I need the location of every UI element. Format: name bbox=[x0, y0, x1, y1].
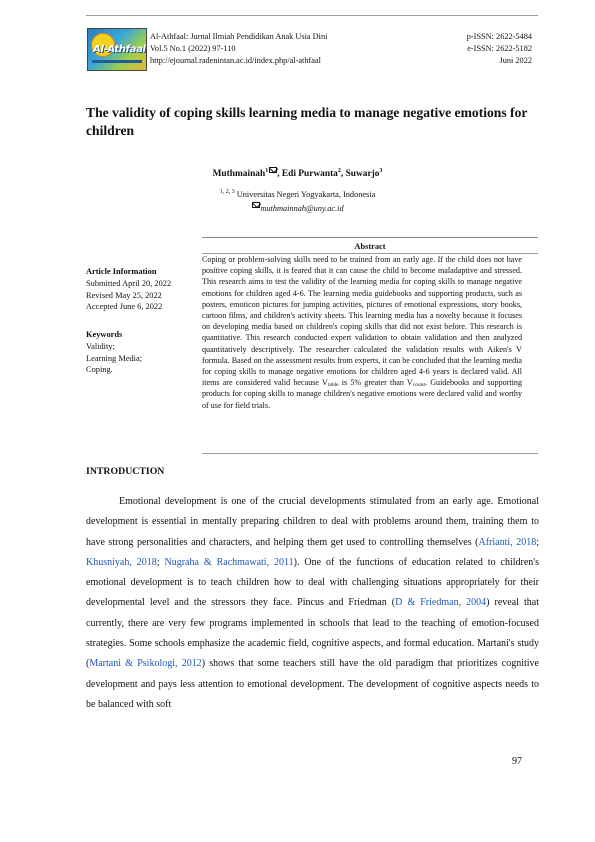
introduction-paragraph bbox=[86, 492, 539, 715]
citation-link[interactable]: D & Friedman, 2004 bbox=[395, 597, 487, 609]
abstract-part-1: Coping or problem-solving skills need to be trained from an early age. If the child does not have positive coping skills, it is feared that it can cause the child to become maladaptive and stressed. This research aims to test the validity of the learning media for coping skills to manage negative emotions for children aged 4-6. The learning media guidebooks and supporting products, such as posters, emoticon pictures for jumping activities, pictures of emotional expressions, story books, cartoon films, and children's activity sheets. This learning media has a novelty because it focuses on developing media based on children's coping skills that did not exist before. This research is quantitative. This research conducted expert validation to obtain validation and then analyzed quantitatively descriptively. The researcher calculated the validation results with Aiken's V formula. Based on the assessment results from experts, it can be concluded that the learning media for coping skills to manage negative emotions for children aged 4-6 years is declared valid. All items are considered valid because V bbox=[202, 255, 522, 388]
article-information bbox=[86, 266, 171, 313]
body-part-2: ). One of the functions of education related to children's emotional development is to teach children how to deal with challenging situations appropriately for their developmental level and the stressors they face. Pincus and Friedman ( bbox=[86, 556, 539, 609]
issue-date: Juni 2022 bbox=[499, 56, 532, 65]
corresponding-email bbox=[0, 202, 595, 213]
page-number: 97 bbox=[512, 756, 522, 767]
abstract-part-2: is 5% greater than V bbox=[338, 378, 413, 388]
affiliation-sup: 1, 2, 3 bbox=[219, 189, 235, 195]
envelope-icon bbox=[269, 167, 277, 173]
author-2-sup: 2 bbox=[337, 168, 341, 174]
author-1: Muthmainah bbox=[212, 169, 266, 179]
journal-logo bbox=[87, 28, 147, 71]
body-part-4: ) shows that some teachers still have the old paradigm that prioritizes cognitive development and pays less attention to emotional development. The development of cognitive aspects needs to be balanced with soft bbox=[86, 658, 539, 710]
author-list bbox=[0, 167, 595, 179]
paper-title: The validity of coping skills learning media to manage negative emotions for children bbox=[86, 105, 528, 138]
keyword-1: Validity; bbox=[86, 341, 115, 351]
abstract-sub-count: count bbox=[412, 382, 425, 389]
article-info-heading: Article Information bbox=[86, 267, 157, 276]
email-link[interactable]: muthmainnah@uny.ac.id bbox=[260, 204, 344, 213]
citation-separator: ; bbox=[156, 556, 165, 568]
submitted-date: Submitted April 20, 2022 bbox=[86, 278, 172, 288]
section-heading-introduction: INTRODUCTION bbox=[86, 466, 165, 477]
abstract-bottom-rule bbox=[202, 453, 538, 454]
citation-separator: ; bbox=[536, 536, 540, 548]
citation-link[interactable]: Martani & Psikologi, 2012 bbox=[89, 658, 202, 670]
issn-info bbox=[467, 31, 532, 67]
keyword-3: Coping. bbox=[86, 365, 113, 375]
journal-name: Al-Athfaal: Jurnal Ilmiah Pendidikan Anak Usia Dini bbox=[150, 32, 328, 41]
body-part-1: Emotional development is one of the crucial developments stimulated from an early age. Emotional development is essential in mentally preparing children to deal with problems around them, training them to have strong personalities and characters, and helping them get used to controlling themselves ( bbox=[86, 496, 539, 548]
abstract-heading: Abstract bbox=[354, 242, 386, 251]
journal-info bbox=[150, 31, 327, 67]
header-rule bbox=[86, 15, 538, 16]
abstract-sub-table: table bbox=[327, 382, 339, 389]
abstract-top-rule bbox=[202, 237, 538, 238]
accepted-date: Accepted June 6, 2022 bbox=[86, 302, 163, 312]
affiliation-text: Universitas Negeri Yogyakarta, Indonesia bbox=[234, 190, 376, 199]
body-part-3: ) reveal that currently, there are very few programs implemented in schools that lead to the teaching of emotion-focused strategies. Some schools emphasize the academic field, cognitive aspects, and formal education. Martani's study ( bbox=[86, 597, 540, 670]
abstract-part-3: . Guidebooks and supporting products for coping skills to manage children's negative emotions were declared valid and worthy of use for field trials. bbox=[202, 378, 522, 410]
journal-url[interactable]: http://ejournal.radenintan.ac.id/index.php/al-athfaal bbox=[150, 56, 321, 65]
keywords-heading: Keywords bbox=[86, 330, 123, 339]
keyword-2: Learning Media; bbox=[86, 353, 143, 363]
keywords bbox=[86, 329, 142, 376]
affiliation bbox=[0, 190, 595, 199]
journal-volume: Vol.5 No.1 (2022) 97-110 bbox=[150, 44, 236, 53]
citation-link[interactable]: Nugraha & Rachmawati, 2011 bbox=[164, 556, 294, 568]
author-3: , Suwarjo bbox=[340, 169, 380, 179]
logo-underline bbox=[92, 60, 142, 63]
revised-date: Revised May 25, 2022 bbox=[86, 290, 162, 300]
logo-text: Al-Athfaal bbox=[93, 44, 146, 55]
e-issn: e-ISSN: 2622-5182 bbox=[467, 44, 532, 53]
author-1-sup: 1 bbox=[265, 168, 269, 174]
citation-link[interactable]: Khusniyah, 2018 bbox=[86, 556, 157, 568]
abstract-text bbox=[202, 254, 522, 411]
p-issn: p-ISSN: 2622-5484 bbox=[466, 32, 532, 41]
email-envelope-icon bbox=[252, 202, 260, 208]
citation-link[interactable]: Afrianti, 2018 bbox=[478, 536, 537, 548]
author-2: , Edi Purwanta bbox=[277, 169, 338, 179]
author-3-sup: 3 bbox=[379, 168, 383, 174]
